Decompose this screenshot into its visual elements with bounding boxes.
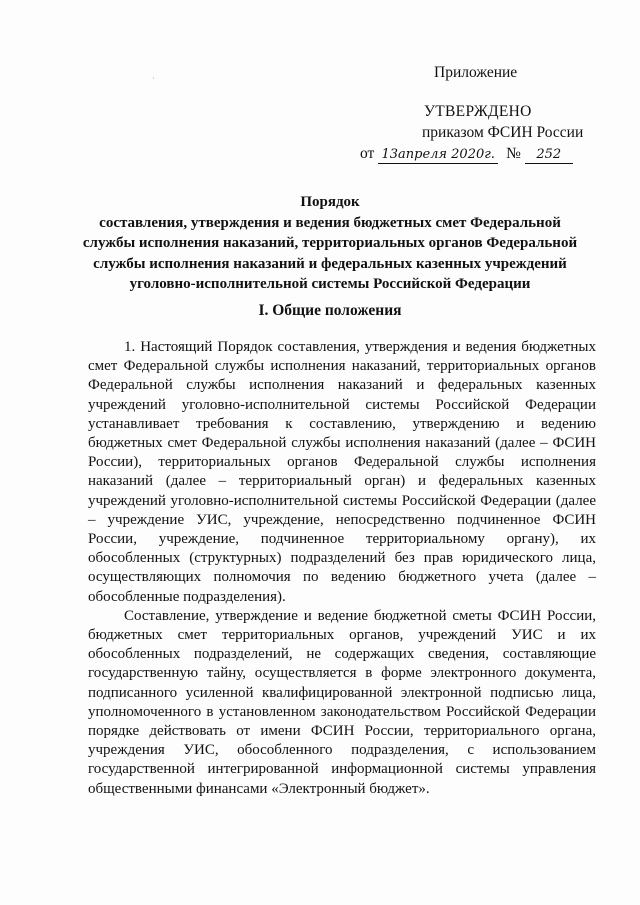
paragraph-2: Составление, утверждение и ведение бюджетной сметы ФСИН России, бюджетных смет территориальных органов, учреждений УИС и их обособленных подразделений, не содержащих сведения, составляющие государственную тайну, осуществляется в форме электронного документа, подписанного усиленной квалифицированной электронной подписью лица, уполномоченного в установленном законодательством Российской Федерации порядке действовать от имени ФСИН России, территориального органа, учреждения УИС, обособленного подразделения, с использованием государственной интегрированной информационной системы управления общественными финансами «Электронный бюджет». xyxy=(88,607,596,797)
scan-speck: · xyxy=(152,74,155,83)
approved-label: УТВЕРЖДЕНО xyxy=(424,103,532,120)
section-title: I. Общие положения xyxy=(258,302,402,319)
number-prefix: № xyxy=(506,145,521,162)
appendix-label: Приложение xyxy=(434,64,518,81)
document-heading xyxy=(60,192,600,295)
heading-line-2: составления, утверждения и ведения бюджетных смет Федеральной xyxy=(99,214,561,231)
date-line xyxy=(360,143,600,164)
paragraph-1: 1. Настоящий Порядок составления, утверждения и ведения бюджетных смет Федеральной службы исполнения наказаний, территориальных органов Федеральной службы исполнения наказаний и федеральных казенных учреждений уголовно-исполнительной системы Российской Федерации устанавливает требования к составлению, утверждению и ведению бюджетных смет Федеральной службы исполнения наказаний (далее – ФСИН России), территориальных органов Федеральной службы исполнения наказаний (далее – территориальный орган) и федеральных казенных учреждений уголовно-исполнительной системы Российской Федерации (далее – учреждение УИС, учреждение, непосредственно подчиненное ФСИН России, учреждение, подчиненное территориальному органу), их обособленных (структурных) подразделений без прав юридического лица, осуществляющих полномочия по ведению бюджетного учета (далее – обособленные подразделения). xyxy=(88,339,596,605)
handwritten-date: 13апреля 2020г. xyxy=(378,147,498,164)
handwritten-number: 252 xyxy=(525,147,573,164)
body-text xyxy=(88,338,596,799)
heading-line-4: службы исполнения наказаний и федеральных казенных учреждений xyxy=(93,255,567,272)
heading-line-3: службы исполнения наказаний, территориальных органов Федеральной xyxy=(82,235,578,251)
heading-line-1: Порядок xyxy=(300,194,360,210)
approval-block xyxy=(360,62,600,164)
heading-line-5: уголовно-исполнительной системы Российской Федерации xyxy=(129,276,531,292)
order-label: приказом ФСИН России xyxy=(422,124,584,141)
date-prefix: от xyxy=(360,145,375,162)
